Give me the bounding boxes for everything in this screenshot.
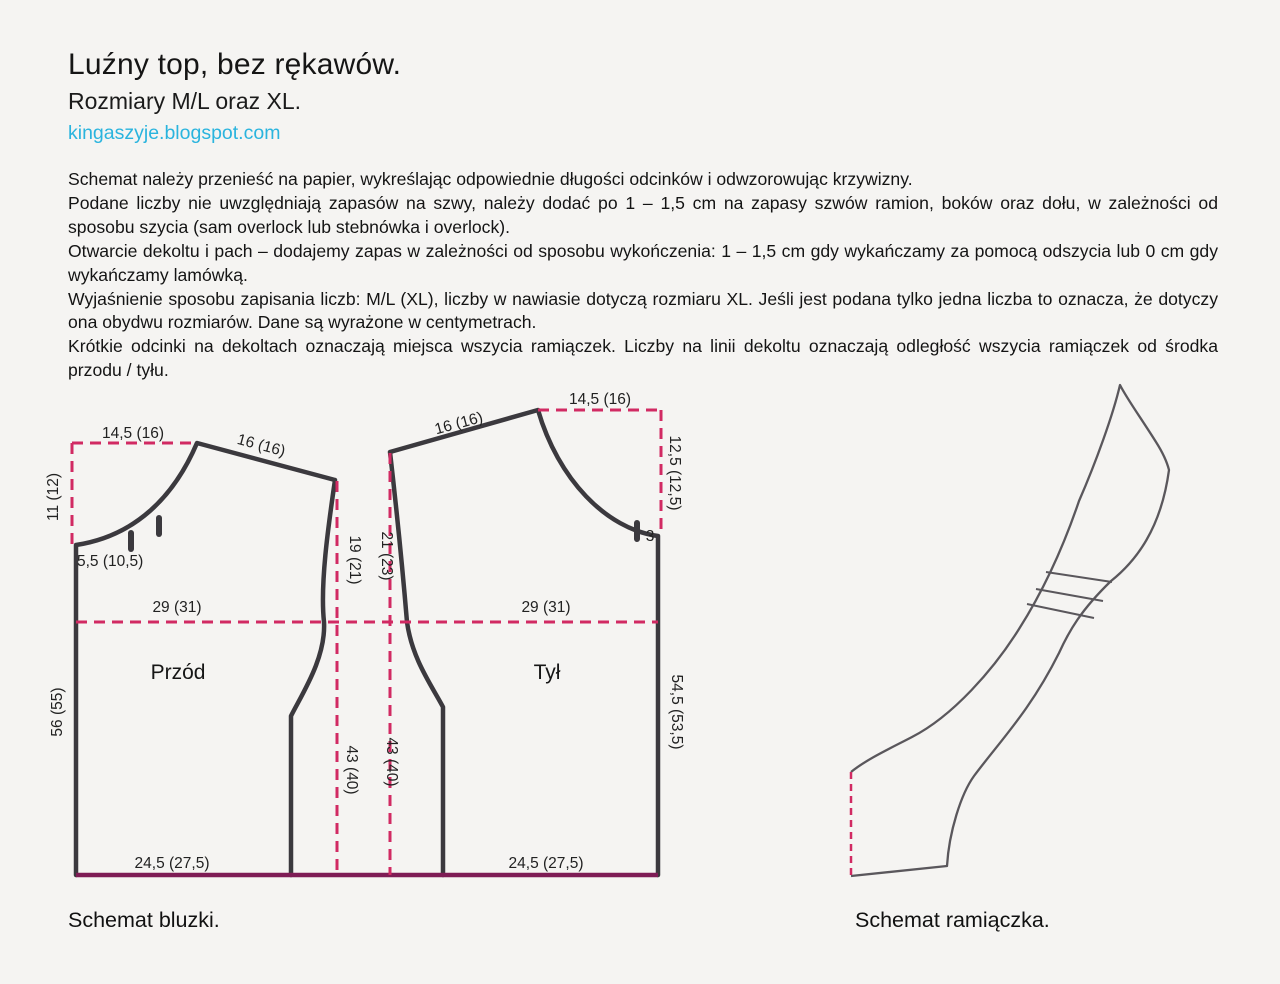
page-subtitle: Rozmiary M/L oraz XL. [68, 88, 302, 114]
back-piece-outline [390, 410, 658, 875]
instructions-text [68, 168, 1218, 383]
strap-piece [851, 385, 1169, 876]
front-strap-offset-label: 5,5 (10,5) [77, 553, 144, 570]
front-piece-outline [76, 443, 335, 875]
front-armhole-depth-label: 19 (21) [346, 535, 363, 585]
back-neck-depth-label: 12,5 (12,5) [666, 435, 683, 511]
front-chest-label: 29 (31) [152, 599, 202, 616]
strap-hatch-lines [1027, 572, 1112, 618]
instruction-paragraph: Schemat należy przenieść na papier, wykreślając odpowiednie długości odcinków i odwzorowując krzywizny. [68, 169, 913, 189]
pattern-outlines [76, 410, 658, 875]
back-armhole-depth-label: 21 (23) [378, 531, 395, 581]
back-shoulder-label: 16 (16) [432, 409, 485, 439]
front-piece-name: Przód [150, 661, 206, 684]
page-header [68, 48, 968, 145]
front-side-length-label: 43 (40) [343, 745, 360, 795]
front-neck-depth-label: 11 (12) [45, 473, 62, 521]
front-shoulder-label: 16 (16) [235, 431, 288, 461]
front-labels [45, 425, 363, 872]
back-chest-label: 29 (31) [521, 599, 571, 616]
back-strap-offset-label: 3 [645, 528, 655, 545]
front-hem-label: 24,5 (27,5) [134, 855, 210, 872]
front-length-label: 56 (55) [49, 687, 66, 737]
measurement-dashed-lines [72, 410, 661, 875]
back-labels [378, 391, 685, 872]
instruction-paragraph: Otwarcie dekoltu i pach – dodajemy zapas w zależności od sposobu wykończenia: 1 – 1,5 cm gdy wykańczamy za pomocą odszycia lub 0 cm gdy wykańczamy lamówką. [68, 240, 1218, 285]
back-side-length-label: 43 (40) [383, 737, 400, 787]
back-length-label: 54,5 (53,5) [668, 674, 685, 750]
caption-strap: Schemat ramiączka. [855, 908, 1050, 932]
back-neck-width-label: 14,5 (16) [568, 391, 632, 408]
page-title: Luźny top, bez rękawów. [68, 48, 402, 81]
front-neck-width-label: 14,5 (16) [101, 425, 165, 442]
instruction-paragraph: Krótkie odcinki na dekoltach oznaczają miejsca wszycia ramiączek. Liczby na linii dekoltu oznaczają odległość wszycia ramiączek od środka przodu / tyłu. [68, 336, 1218, 381]
back-piece-name: Tył [533, 661, 561, 684]
instruction-paragraph: Podane liczby nie uwzględniają zapasów na szwy, należy dodać po 1 – 1,5 cm na zapasy szwów ramion, boków oraz dołu, w zależności od sposobu szycia (sam overlock lub stebnówka i overlock). [68, 192, 1218, 237]
strap-outline [851, 385, 1169, 876]
blog-link[interactable]: kingaszyje.blogspot.com [68, 122, 281, 144]
back-hem-label: 24,5 (27,5) [508, 855, 584, 872]
instruction-paragraph: Wyjaśnienie sposobu zapisania liczb: M/L (XL), liczby w nawiasie dotyczą rozmiaru XL. Jeśli jest podana tylko jedna liczba to oznacza, że dotyczy ona obydwu rozmiarów. Dane są wyrażone w centymetrach. [68, 288, 1218, 333]
caption-blouse: Schemat bluzki. [68, 908, 220, 932]
